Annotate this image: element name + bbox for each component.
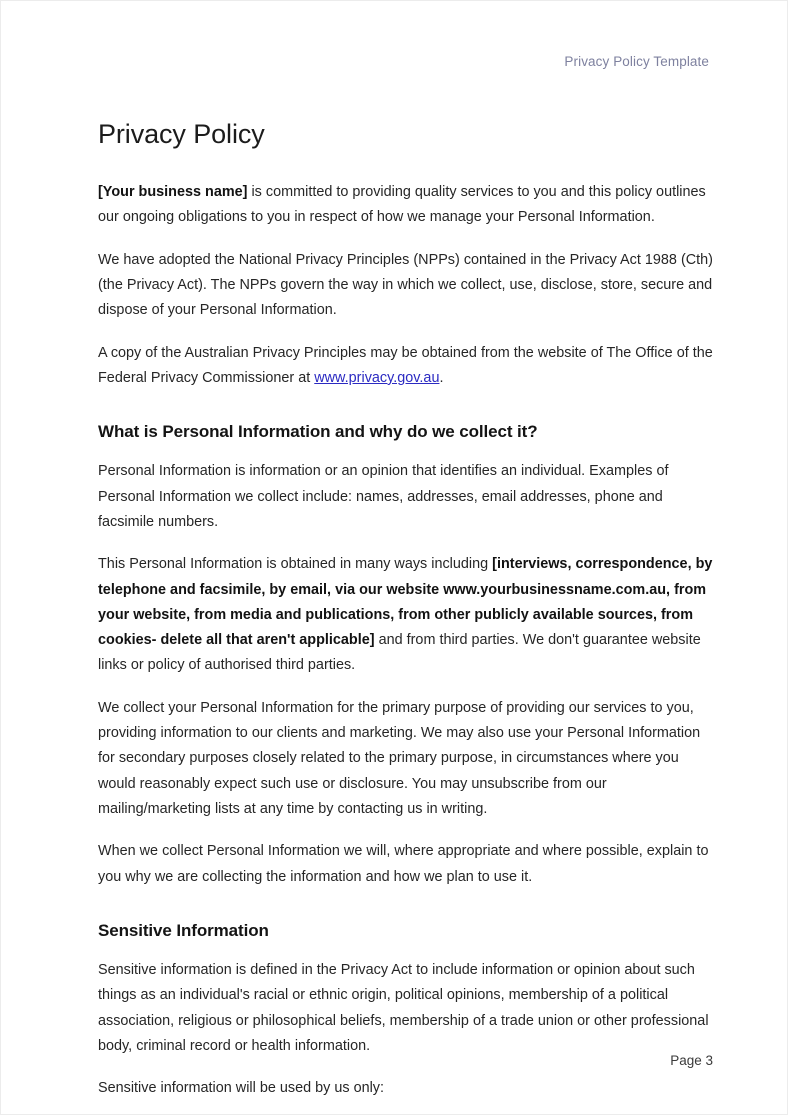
paragraph-collection-methods-lead: This Personal Information is obtained in many ways including bbox=[98, 556, 493, 573]
document-header-label: Privacy Policy Template bbox=[564, 54, 709, 69]
paragraph-npps: We have adopted the National Privacy Principles (NPPs) contained in the Privacy Act 1988 (Cth) (the Privacy Act). The NPPs govern the way in which we collect, use, disclose, store, secure and dispose of your Personal Information. bbox=[98, 251, 713, 319]
paragraph-collection-methods bbox=[98, 552, 715, 678]
page-inner bbox=[1, 1, 787, 1114]
paragraph-sensitive-definition: Sensitive information is defined in the Privacy Act to include information or opinion about such things as an individual's racial or ethnic origin, political opinions, membership of a political association, religious or philosophical beliefs, membership of a trade union or other professional body, criminal record or health information. bbox=[98, 962, 709, 1054]
paragraph-collection-methods-tail: and from third parties. We don't guarantee website links or policy of authorised third parties. bbox=[98, 632, 701, 674]
paragraph-privacy-commissioner-tail: . bbox=[439, 369, 444, 386]
privacy-gov-au-link[interactable]: www.privacy.gov.au bbox=[314, 369, 440, 386]
business-name-placeholder: [Your business name] bbox=[98, 184, 248, 201]
paragraph-personal-information-definition: Personal Information is information or an opinion that identifies an individual. Examples of Personal Information we collect include: names, addresses, email addresses, phone and facsimile numbers. bbox=[98, 463, 669, 530]
page-footer-number: Page 3 bbox=[670, 1053, 713, 1068]
paragraph-intro bbox=[98, 180, 715, 231]
document-body bbox=[98, 119, 715, 1102]
page-title: Privacy Policy bbox=[98, 119, 265, 149]
paragraph-sensitive-usage-lead-in: Sensitive information will be used by us only: bbox=[98, 1080, 385, 1097]
paragraph-privacy-commissioner-lead: A copy of the Australian Privacy Principles may be obtained from the website of The Office of the Federal Privacy Commissioner at bbox=[98, 344, 713, 386]
section-heading-what-is-personal-information: What is Personal Information and why do we collect it? bbox=[98, 422, 538, 442]
section-heading-sensitive-information: Sensitive Information bbox=[98, 920, 269, 940]
paragraph-intro-text: is committed to providing quality services to you and this policy outlines our ongoing obligations to you in respect of how we manage your Personal Information. bbox=[98, 184, 706, 226]
paragraph-privacy-commissioner bbox=[98, 341, 715, 392]
paragraph-explain-collection: When we collect Personal Information we will, where appropriate and where possible, explain to you why we are collecting the information and how we plan to use it. bbox=[98, 843, 709, 885]
paragraph-primary-purpose: We collect your Personal Information for the primary purpose of providing our services to you, providing information to our clients and marketing. We may also use your Personal Information for secondary purposes closely related to the primary purpose, in circumstances where you would reasonably expect such use or disclosure. You may unsubscribe from our mailing/marketing lists at any time by contacting us in writing. bbox=[98, 699, 701, 817]
collection-methods-placeholder: [interviews, correspondence, by telephone and facsimile, by email, via our website www.yourbusinessname.com.au, from your website, from media and publications, from other publicly available sources, from cookies- delete all that aren't applicable] bbox=[98, 556, 713, 649]
